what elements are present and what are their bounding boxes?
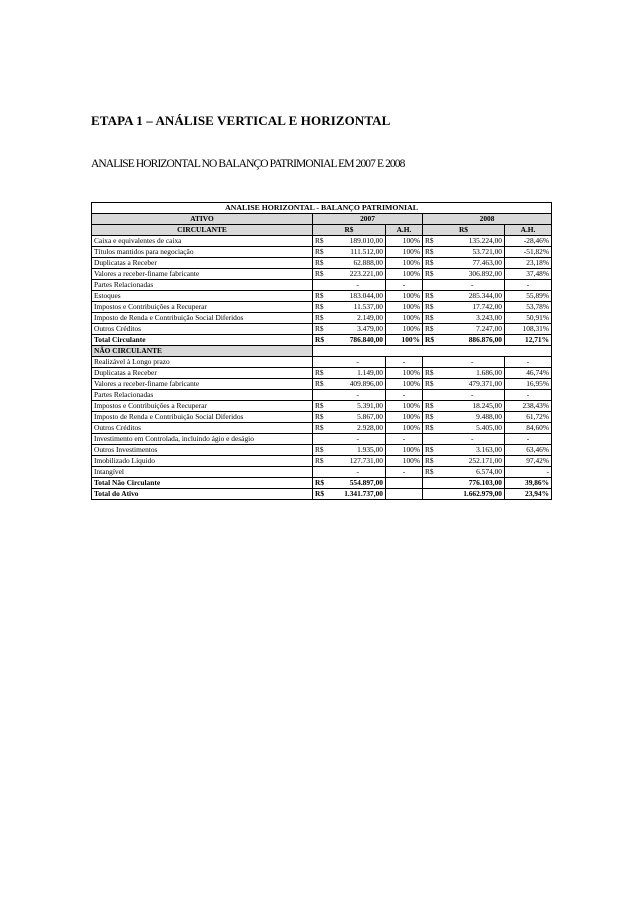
- ah-2008: 84,60%: [505, 423, 552, 434]
- row-label: Duplicatas a Receber: [92, 368, 313, 379]
- table-row: [92, 401, 552, 412]
- value-2007: 409.896,00: [331, 379, 386, 390]
- table-row: [92, 434, 552, 445]
- ah-2007: 100%: [386, 412, 423, 423]
- row-label: Impostos e Contribuições a Recuperar: [92, 401, 313, 412]
- value-2007: 62.888,00: [331, 258, 386, 269]
- value-2008: -: [441, 280, 505, 291]
- currency-2007: R$: [313, 478, 331, 489]
- ah-2007: -: [386, 434, 423, 445]
- table-row: [92, 302, 552, 313]
- currency-2007: [313, 280, 331, 291]
- row-label: Títulos mantidos para negociação: [92, 247, 313, 258]
- table-row: [92, 390, 552, 401]
- ah-2008: 63,46%: [505, 445, 552, 456]
- value-2007: 2.149,00: [331, 313, 386, 324]
- table-row: [92, 379, 552, 390]
- ah-2007: 100%: [386, 247, 423, 258]
- ah-2007: 100%: [386, 324, 423, 335]
- value-2008: 3.243,00: [441, 313, 505, 324]
- currency-2008: R$: [423, 445, 441, 456]
- table-row: [92, 368, 552, 379]
- currency-2008: R$: [423, 236, 441, 247]
- value-2008: -: [441, 357, 505, 368]
- currency-2008: [423, 390, 441, 401]
- header-year-2008: 2008: [423, 214, 552, 225]
- value-2007: 1.341.737,00: [331, 489, 386, 500]
- ah-2007: 100%: [386, 401, 423, 412]
- ah-2008: 238,43%: [505, 401, 552, 412]
- row-label: Duplicatas a Receber: [92, 258, 313, 269]
- table-row: [92, 478, 552, 489]
- currency-2008: R$: [423, 379, 441, 390]
- currency-2008: [423, 478, 441, 489]
- ah-2007: 100%: [386, 302, 423, 313]
- ah-2007: 100%: [386, 291, 423, 302]
- ah-2008: 12,71%: [505, 335, 552, 346]
- value-2008: -: [441, 390, 505, 401]
- ah-2008: 23,18%: [505, 258, 552, 269]
- row-label: Partes Relacionadas: [92, 390, 313, 401]
- currency-2008: R$: [423, 302, 441, 313]
- ah-2008: -: [505, 280, 552, 291]
- currency-2007: [313, 467, 331, 478]
- currency-2007: R$: [313, 291, 331, 302]
- table-row: [92, 357, 552, 368]
- row-label: Estoques: [92, 291, 313, 302]
- table-row: [92, 324, 552, 335]
- currency-2007: R$: [313, 489, 331, 500]
- value-2008: 1.686,00: [441, 368, 505, 379]
- row-label: Investimento em Controlada, incluindo ágio e deságio: [92, 434, 313, 445]
- row-label: Realizável à Longo prazo: [92, 357, 313, 368]
- currency-2007: R$: [313, 445, 331, 456]
- ah-2007: [386, 489, 423, 500]
- ah-2008: -: [505, 390, 552, 401]
- value-2008: -: [441, 434, 505, 445]
- currency-2008: [423, 357, 441, 368]
- value-2008: 285.344,00: [441, 291, 505, 302]
- row-label: Imposto de Renda e Contribuição Social Diferidos: [92, 412, 313, 423]
- ah-2008: 39,86%: [505, 478, 552, 489]
- value-2007: 554.897,00: [331, 478, 386, 489]
- ah-2008: 108,31%: [505, 324, 552, 335]
- value-2007: 189.010,00: [331, 236, 386, 247]
- currency-2007: R$: [313, 423, 331, 434]
- value-2008: 5.405,00: [441, 423, 505, 434]
- row-label: Valores a receber-finame fabricante: [92, 269, 313, 280]
- row-label: Outros Investimentos: [92, 445, 313, 456]
- currency-2007: R$: [313, 335, 331, 346]
- currency-2007: [313, 434, 331, 445]
- row-label: Intangível: [92, 467, 313, 478]
- value-2007: 786.840,00: [331, 335, 386, 346]
- row-label: Impostos e Contribuições a Recuperar: [92, 302, 313, 313]
- ah-2008: 97,42%: [505, 456, 552, 467]
- row-label: Total Circulante: [92, 335, 313, 346]
- currency-2007: R$: [313, 379, 331, 390]
- table-title-row: [92, 203, 552, 214]
- currency-2007: R$: [313, 269, 331, 280]
- value-2007: 1.935,00: [331, 445, 386, 456]
- value-2007: -: [331, 467, 386, 478]
- ah-2008: 55,89%: [505, 291, 552, 302]
- ah-2008: 16,95%: [505, 379, 552, 390]
- row-label: Caixa e equivalentes de caixa: [92, 236, 313, 247]
- currency-2008: R$: [423, 423, 441, 434]
- currency-2007: [313, 390, 331, 401]
- value-2007: 5.391,00: [331, 401, 386, 412]
- row-label: Valores a receber-finame fabricante: [92, 379, 313, 390]
- ah-2008: -: [505, 467, 552, 478]
- value-2007: 111.512,00: [331, 247, 386, 258]
- value-2008: 77.463,00: [441, 258, 505, 269]
- table-row: [92, 335, 552, 346]
- value-2008: 53.721,00: [441, 247, 505, 258]
- value-2007: -: [331, 280, 386, 291]
- header-year-2007: 2007: [313, 214, 423, 225]
- value-2007: -: [331, 390, 386, 401]
- currency-2007: R$: [313, 401, 331, 412]
- table-row: [92, 280, 552, 291]
- ah-2007: -: [386, 390, 423, 401]
- header-ah-2007: A.H.: [386, 225, 423, 236]
- currency-2008: [423, 434, 441, 445]
- row-label: Partes Relacionadas: [92, 280, 313, 291]
- currency-2007: R$: [313, 368, 331, 379]
- ah-2008: 46,74%: [505, 368, 552, 379]
- table-row: [92, 236, 552, 247]
- ah-2008: -51,82%: [505, 247, 552, 258]
- ah-2007: 100%: [386, 379, 423, 390]
- ah-2007: -: [386, 280, 423, 291]
- currency-2008: R$: [423, 258, 441, 269]
- table-row: [92, 489, 552, 500]
- currency-2007: R$: [313, 456, 331, 467]
- table-row: [92, 291, 552, 302]
- table-subheader-row: [92, 225, 552, 236]
- table-row: [92, 258, 552, 269]
- table-row: [92, 412, 552, 423]
- table-header-row: [92, 214, 552, 225]
- page-subheading: ANALISE HORIZONTAL NO BALANÇO PATRIMONIAL EM 2007 E 2008: [91, 158, 405, 170]
- value-2008: 776.103,00: [441, 478, 505, 489]
- currency-2007: R$: [313, 247, 331, 258]
- ah-2008: 61,72%: [505, 412, 552, 423]
- currency-2007: R$: [313, 236, 331, 247]
- table-title: ANALISE HORIZONTAL - BALANÇO PATRIMONIAL: [92, 203, 552, 214]
- table-row: [92, 269, 552, 280]
- value-2008: 135.224,00: [441, 236, 505, 247]
- value-2008: 6.574,00: [441, 467, 505, 478]
- value-2007: 223.221,00: [331, 269, 386, 280]
- value-2008: 18.245,00: [441, 401, 505, 412]
- currency-2007: R$: [313, 313, 331, 324]
- value-2007: 11.537,00: [331, 302, 386, 313]
- value-2007: 2.928,00: [331, 423, 386, 434]
- row-label: Outros Créditos: [92, 324, 313, 335]
- value-2008: 17.742,00: [441, 302, 505, 313]
- value-2007: 127.731,00: [331, 456, 386, 467]
- currency-2008: [423, 280, 441, 291]
- value-2007: 183.044,00: [331, 291, 386, 302]
- ah-2007: 100%: [386, 236, 423, 247]
- currency-2008: R$: [423, 313, 441, 324]
- table-row: [92, 445, 552, 456]
- value-2007: -: [331, 434, 386, 445]
- table-row: [92, 247, 552, 258]
- ah-2007: 100%: [386, 423, 423, 434]
- currency-2008: R$: [423, 291, 441, 302]
- value-2008: 7.247,00: [441, 324, 505, 335]
- ah-2007: 100%: [386, 335, 423, 346]
- ah-2008: -28,46%: [505, 236, 552, 247]
- currency-2008: R$: [423, 467, 441, 478]
- header-circulante: CIRCULANTE: [92, 225, 313, 236]
- balance-sheet-table: [91, 202, 552, 500]
- value-2008: 9.488,00: [441, 412, 505, 423]
- header-ah-2008: A.H.: [505, 225, 552, 236]
- currency-2007: R$: [313, 412, 331, 423]
- value-2008: 886.876,00: [441, 335, 505, 346]
- value-2007: 5.867,00: [331, 412, 386, 423]
- value-2008: 479.371,00: [441, 379, 505, 390]
- ah-2007: [386, 478, 423, 489]
- ah-2008: -: [505, 357, 552, 368]
- value-2007: 1.149,00: [331, 368, 386, 379]
- header-ativo: ATIVO: [92, 214, 313, 225]
- currency-2008: R$: [423, 324, 441, 335]
- section-label: NÃO CIRCULANTE: [92, 346, 313, 357]
- currency-2008: R$: [423, 401, 441, 412]
- currency-2008: R$: [423, 456, 441, 467]
- section-spacer: [313, 346, 552, 357]
- row-label: Imposto de Renda e Contribuição Social Diferidos: [92, 313, 313, 324]
- ah-2007: 100%: [386, 313, 423, 324]
- currency-2008: R$: [423, 269, 441, 280]
- value-2007: 3.479,00: [331, 324, 386, 335]
- ah-2007: 100%: [386, 368, 423, 379]
- currency-2008: R$: [423, 368, 441, 379]
- ah-2007: 100%: [386, 258, 423, 269]
- value-2008: 306.892,00: [441, 269, 505, 280]
- currency-2008: [423, 489, 441, 500]
- currency-2007: [313, 357, 331, 368]
- header-rs-2008: R$: [423, 225, 505, 236]
- page-heading: ETAPA 1 – ANÁLISE VERTICAL E HORIZONTAL: [91, 113, 391, 128]
- table-row: [92, 456, 552, 467]
- ah-2007: -: [386, 357, 423, 368]
- ah-2007: -: [386, 467, 423, 478]
- value-2008: 252.171,00: [441, 456, 505, 467]
- ah-2007: 100%: [386, 445, 423, 456]
- ah-2008: 50,91%: [505, 313, 552, 324]
- currency-2007: R$: [313, 302, 331, 313]
- value-2008: 1.662.979,00: [441, 489, 505, 500]
- section-row-nao-circulante: [92, 346, 552, 357]
- ah-2007: 100%: [386, 456, 423, 467]
- row-label: Total Não Circulante: [92, 478, 313, 489]
- currency-2008: R$: [423, 247, 441, 258]
- currency-2007: R$: [313, 258, 331, 269]
- ah-2008: 53,78%: [505, 302, 552, 313]
- row-label: Total do Ativo: [92, 489, 313, 500]
- row-label: Imobilizado Líquido: [92, 456, 313, 467]
- ah-2008: -: [505, 434, 552, 445]
- table-row: [92, 467, 552, 478]
- value-2007: -: [331, 357, 386, 368]
- value-2008: 3.163,00: [441, 445, 505, 456]
- table-row: [92, 313, 552, 324]
- ah-2008: 37,48%: [505, 269, 552, 280]
- header-rs-2007: R$: [313, 225, 386, 236]
- currency-2008: R$: [423, 335, 441, 346]
- ah-2008: 23,94%: [505, 489, 552, 500]
- table-row: [92, 423, 552, 434]
- currency-2007: R$: [313, 324, 331, 335]
- currency-2008: R$: [423, 412, 441, 423]
- ah-2007: 100%: [386, 269, 423, 280]
- row-label: Outros Créditos: [92, 423, 313, 434]
